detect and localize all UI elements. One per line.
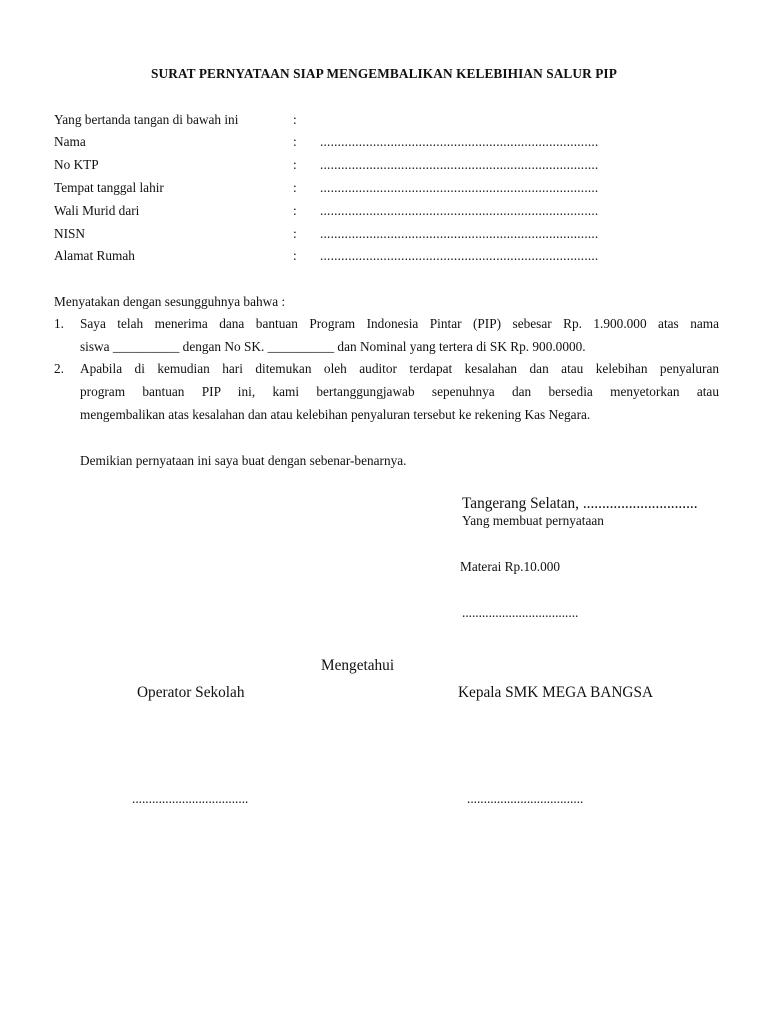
field-label-tempat-tanggal-lahir: Tempat tanggal lahir: [54, 180, 164, 195]
item-line: program bantuan PIP ini, kami bertanggungjawab sepenuhnya dan bersedia menyetorkan atau: [80, 384, 719, 399]
left-signature-line: ...................................: [132, 791, 249, 806]
item-number: 2.: [54, 361, 64, 376]
document-title: SURAT PERNYATAAN SIAP MENGEMBALIKAN KELEBIHIAN SALUR PIP: [151, 66, 617, 81]
place-date: Tangerang Selatan, ..............................: [462, 495, 698, 512]
field-colon: :: [293, 203, 297, 218]
field-label-alamat-rumah: Alamat Rumah: [54, 248, 135, 263]
acknowledge-heading: Mengetahui: [321, 657, 395, 674]
field-colon: :: [293, 157, 297, 172]
item-line: Saya telah menerima dana bantuan Program Indonesia Pintar (PIP) sebesar Rp. 1.900.000 atas nama: [80, 316, 719, 331]
field-label-nama: Nama: [54, 134, 86, 149]
field-dots-no-ktp: ...............................................................................: [320, 157, 599, 172]
field-colon: :: [293, 248, 297, 263]
left-signer-title: Operator Sekolah: [137, 684, 245, 701]
field-colon: :: [293, 180, 297, 195]
field-dots-tempat-tanggal-lahir: ...............................................................................: [320, 180, 599, 195]
item-line: mengembalikan atas kesalahan dan atau kelebihan penyaluran tersebut ke rekening Kas Negara.: [80, 407, 591, 422]
field-dots-wali-murid: ...............................................................................: [320, 203, 599, 218]
stamp-note: Materai Rp.10.000: [460, 559, 561, 574]
declaration-lead: Menyatakan dengan sesungguhnya bahwa :: [54, 294, 286, 309]
field-dots-nisn: ...............................................................................: [320, 226, 599, 241]
closing-statement: Demikian pernyataan ini saya buat dengan sebenar-benarnya.: [80, 453, 407, 468]
field-label-nisn: NISN: [54, 226, 86, 241]
field-colon: :: [293, 226, 297, 241]
field-dots-nama: ...............................................................................: [320, 134, 599, 149]
maker-signature-line: ...................................: [462, 605, 579, 620]
right-signature-line: ...................................: [467, 791, 584, 806]
item-number: 1.: [54, 316, 64, 331]
intro-label: Yang bertanda tangan di bawah ini: [54, 112, 239, 127]
field-dots-alamat-rumah: ...............................................................................: [320, 248, 599, 263]
field-colon: :: [293, 134, 297, 149]
intro-colon: :: [293, 112, 297, 127]
item-line: Apabila di kemudian hari ditemukan oleh auditor terdapat kesalahan dan atau kelebihan penyaluran: [80, 361, 719, 376]
maker-label: Yang membuat pernyataan: [462, 513, 604, 528]
field-label-wali-murid: Wali Murid dari: [54, 203, 140, 218]
right-signer-title: Kepala SMK MEGA BANGSA: [458, 684, 654, 701]
field-label-no-ktp: No KTP: [54, 157, 99, 172]
item-line: siswa __________ dengan No SK. __________ dan Nominal yang tertera di SK Rp. 900.0000.: [80, 339, 586, 354]
